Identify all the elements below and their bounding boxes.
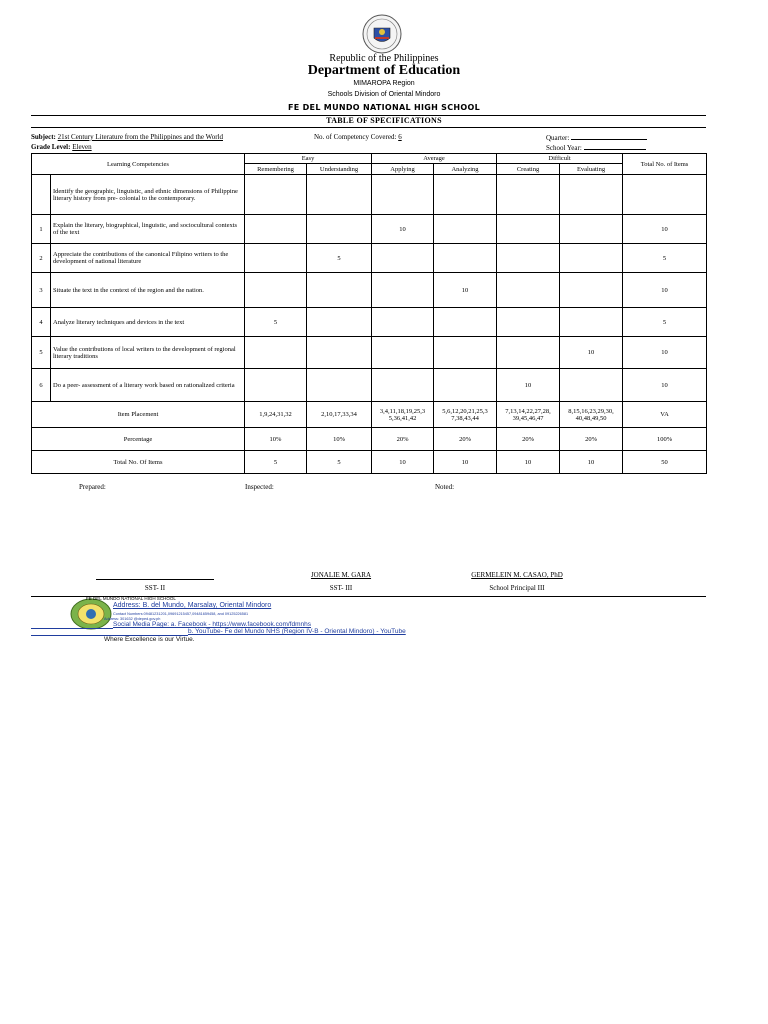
competency-text: Identify the geographic, linguistic, and ethnic dimensions of Philippine literary history from pre- colonial to the contemporary. — [51, 175, 245, 215]
cell-creating: 10 — [497, 369, 560, 402]
total-items-label: Total No. Of Items — [32, 451, 245, 474]
competency-text: Situate the text in the context of the region and the nation. — [51, 273, 245, 308]
cell-applying — [372, 244, 434, 273]
row-number: 2 — [32, 244, 51, 273]
division-line: Schools Division of Oriental Mindoro — [327, 91, 441, 98]
cell-creating — [497, 337, 560, 369]
header-row-top — [32, 154, 707, 164]
cell-total: 5 — [623, 308, 707, 337]
competency-value: 6 — [398, 133, 402, 141]
cell-creating — [497, 215, 560, 244]
school-year-blank — [584, 143, 646, 150]
footer-facebook-link[interactable]: Social Media Page: a. Facebook - https://www.facebook.com/fdmnhs — [113, 621, 311, 628]
total-creating: 10 — [497, 451, 560, 474]
cell-remembering — [245, 337, 307, 369]
header-remembering: Remembering — [245, 164, 307, 175]
cell-understanding — [307, 308, 372, 337]
percentage-total: 100% — [623, 428, 707, 451]
cell-remembering — [245, 273, 307, 308]
total-evaluating: 10 — [560, 451, 623, 474]
cell-analyzing — [434, 175, 497, 215]
percentage-label: Percentage — [32, 428, 245, 451]
cell-total: 10 — [623, 273, 707, 308]
table-row — [32, 308, 707, 337]
table-row — [32, 273, 707, 308]
cell-creating — [497, 308, 560, 337]
competency-label: No. of Competency Covered: — [314, 133, 397, 141]
quarter-label: Quarter: — [546, 134, 570, 142]
region-line: MIMAROPA Region — [353, 80, 415, 87]
document-title: TABLE OF SPECIFICATIONS — [326, 116, 442, 125]
cell-remembering — [245, 369, 307, 402]
percentage-remembering: 10% — [245, 428, 307, 451]
footer-school-name: FE DEL MUNDO NATIONAL HIGH SCHOOL — [86, 596, 176, 601]
header-competencies: Learning Competencies — [32, 154, 245, 175]
title-divider — [31, 127, 706, 128]
grade-line — [31, 143, 92, 151]
cell-evaluating — [560, 215, 623, 244]
percentage-analyzing: 20% — [434, 428, 497, 451]
cell-understanding: 5 — [307, 244, 372, 273]
cell-evaluating — [560, 308, 623, 337]
cell-applying — [372, 337, 434, 369]
noted-title: School Principal III — [489, 584, 545, 592]
grade-label: Grade Level: — [31, 143, 71, 151]
placement-evaluating: 8,15,16,23,29,30, 40,48,49,50 — [560, 402, 623, 428]
deped-seal-logo — [362, 14, 402, 54]
row-number: 5 — [32, 337, 51, 369]
school-name: FE DEL MUNDO NATIONAL HIGH SCHOOL — [288, 103, 480, 112]
cell-understanding — [307, 175, 372, 215]
cell-analyzing — [434, 244, 497, 273]
placement-applying: 3,4,11,18,19,25,3 5,36,41,42 — [372, 402, 434, 428]
header-applying: Applying — [372, 164, 434, 175]
total-applying: 10 — [372, 451, 434, 474]
row-number: 1 — [32, 215, 51, 244]
footer-address: Address: B. del Mundo, Marsalay, Oriental Mindoro — [113, 602, 272, 609]
item-placement-label: Item Placement — [32, 402, 245, 428]
placement-analyzing: 5,6,12,20,21,25,3 7,38,43,44 — [434, 402, 497, 428]
footer-email: Address: 301632 @deped.gov.ph — [104, 617, 161, 621]
cell-analyzing — [434, 308, 497, 337]
footer-contact-numbers: Contact Numbers:09481231201,09691215457,09481659458, and 09125226581 — [113, 612, 249, 616]
inspected-name: JONALIE M. GARA — [310, 571, 372, 579]
percentage-applying: 20% — [372, 428, 434, 451]
prepared-label: Prepared: — [79, 483, 106, 491]
cell-total: 5 — [623, 244, 707, 273]
footer-motto: Where Excellence is our Virtue. — [104, 636, 195, 643]
cell-creating — [497, 273, 560, 308]
row-number: 6 — [32, 369, 51, 402]
percentage-understanding: 10% — [307, 428, 372, 451]
table-row — [32, 175, 707, 215]
school-year-line — [546, 143, 646, 152]
cell-remembering: 5 — [245, 308, 307, 337]
competency-text: Explain the literary, biographical, linguistic, and sociocultural contexts of the text — [51, 215, 245, 244]
cell-remembering — [245, 244, 307, 273]
table-row — [32, 337, 707, 369]
footer-link-underline — [31, 628, 113, 629]
header-easy: Easy — [245, 154, 372, 164]
header-analyzing: Analyzing — [434, 164, 497, 175]
percentage-row — [32, 428, 707, 451]
specifications-table — [31, 153, 707, 474]
header-creating: Creating — [497, 164, 560, 175]
row-number — [32, 175, 51, 215]
cell-total: 10 — [623, 369, 707, 402]
cell-analyzing — [434, 337, 497, 369]
cell-remembering — [245, 215, 307, 244]
noted-label: Noted: — [435, 483, 455, 491]
header-evaluating: Evaluating — [560, 164, 623, 175]
cell-understanding — [307, 369, 372, 402]
cell-evaluating — [560, 273, 623, 308]
header-total: Total No. of Items — [623, 154, 707, 175]
table-row — [32, 244, 707, 273]
subject-value: 21st Century Literature from the Philippines and the World — [57, 133, 223, 141]
inspected-label: Inspected: — [245, 483, 274, 491]
row-number: 4 — [32, 308, 51, 337]
cell-total: 10 — [623, 337, 707, 369]
quarter-blank — [571, 133, 647, 140]
total-grand: 50 — [623, 451, 707, 474]
cell-applying — [372, 308, 434, 337]
competency-text: Value the contributions of local writers to the development of regional literary traditions — [51, 337, 245, 369]
noted-name: GERMELEIN M. CASAO, PhD — [471, 571, 563, 579]
item-placement-row — [32, 402, 707, 428]
prepared-title: SST- II — [144, 584, 166, 592]
quarter-line — [546, 133, 647, 142]
cell-total: 10 — [623, 215, 707, 244]
cell-applying: 10 — [372, 215, 434, 244]
cell-applying — [372, 175, 434, 215]
total-analyzing: 10 — [434, 451, 497, 474]
cell-applying — [372, 369, 434, 402]
table-row — [32, 369, 707, 402]
cell-evaluating — [560, 369, 623, 402]
cell-understanding — [307, 273, 372, 308]
placement-total: VA — [623, 402, 707, 428]
cell-evaluating: 10 — [560, 337, 623, 369]
cell-analyzing — [434, 369, 497, 402]
republic-line: Republic of the Philippines — [329, 53, 439, 64]
cell-remembering — [245, 175, 307, 215]
cell-understanding — [307, 337, 372, 369]
row-number: 3 — [32, 273, 51, 308]
subject-line — [31, 133, 223, 141]
total-items-row — [32, 451, 707, 474]
subject-label: Subject: — [31, 133, 56, 141]
competency-text: Appreciate the contributions of the canonical Filipino writers to the development of national literature — [51, 244, 245, 273]
percentage-creating: 20% — [497, 428, 560, 451]
header-difficult: Difficult — [497, 154, 623, 164]
cell-creating — [497, 175, 560, 215]
placement-understanding: 2,10,17,33,34 — [307, 402, 372, 428]
cell-total — [623, 175, 707, 215]
school-logo — [69, 597, 113, 631]
grade-value: Eleven — [72, 143, 92, 151]
placement-creating: 7,13,14,22,27,28, 39,45,46,47 — [497, 402, 560, 428]
competency-line — [314, 133, 402, 141]
footer-youtube-link[interactable]: b. YouTube- Fe del Mundo NHS (Region IV-B - Oriental Mindoro) - YouTube — [188, 628, 406, 635]
inspected-title: SST- III — [329, 584, 353, 592]
table-row — [32, 215, 707, 244]
cell-analyzing — [434, 215, 497, 244]
school-year-label: School Year: — [546, 144, 582, 152]
cell-applying — [372, 273, 434, 308]
department-title: Department of Education — [307, 63, 461, 78]
cell-creating — [497, 244, 560, 273]
header-average: Average — [372, 154, 497, 164]
total-understanding: 5 — [307, 451, 372, 474]
placement-remembering: 1,9,24,31,32 — [245, 402, 307, 428]
prepared-signature-line — [96, 579, 214, 580]
percentage-evaluating: 20% — [560, 428, 623, 451]
cell-analyzing: 10 — [434, 273, 497, 308]
total-remembering: 5 — [245, 451, 307, 474]
cell-evaluating — [560, 175, 623, 215]
cell-evaluating — [560, 244, 623, 273]
competency-text: Do a peer- assessment of a literary work based on rationalized criteria — [51, 369, 245, 402]
header-understanding: Understanding — [307, 164, 372, 175]
cell-understanding — [307, 215, 372, 244]
competency-text: Analyze literary techniques and devices in the text — [51, 308, 245, 337]
